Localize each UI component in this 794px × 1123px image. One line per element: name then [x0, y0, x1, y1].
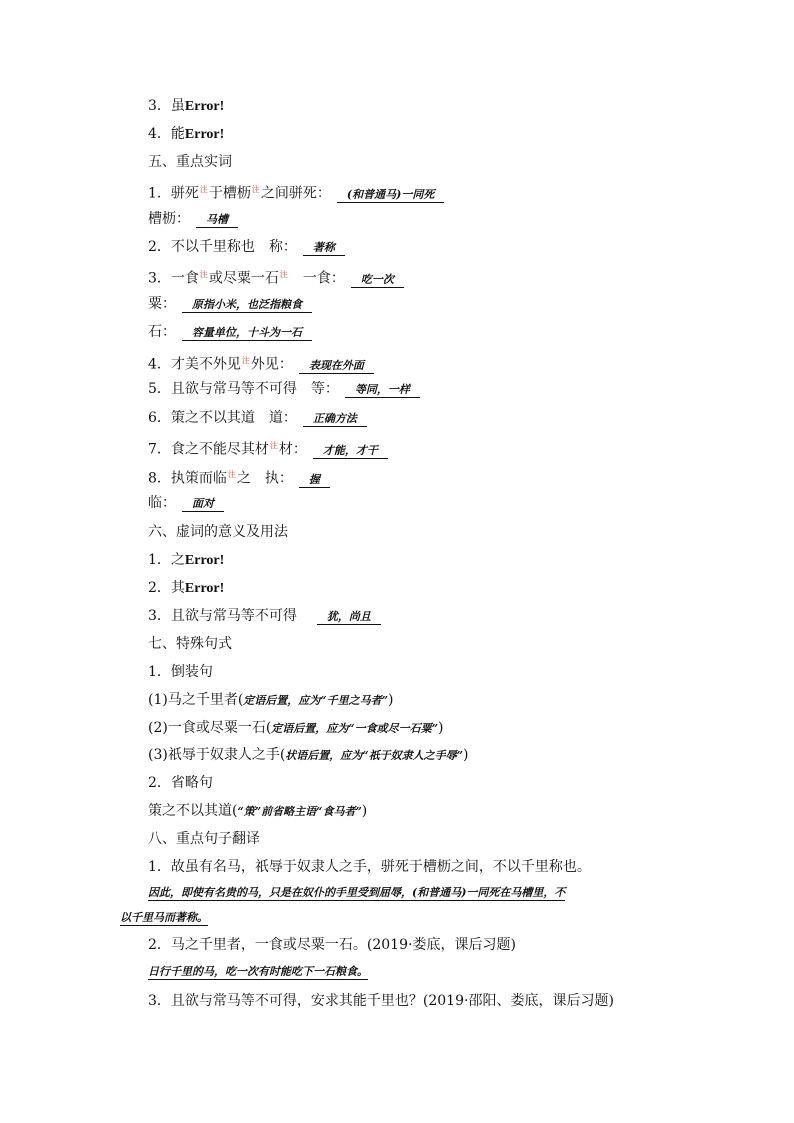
vocab-3b: 粟： 原指小米，也泛指粮食	[148, 295, 312, 313]
sentence-type-2: 2．省略句	[148, 775, 213, 791]
vocab-1: 1．骈死$^注$于槽枥$^注$之间骈死： (和普通马)一同死	[148, 181, 444, 203]
function-word-1: 1．之Error!	[148, 552, 225, 568]
vocab-1b: 槽枥： 马槽	[148, 210, 238, 228]
answer-blank: 等同，一样	[345, 383, 420, 398]
inversion-3: (3)祇辱于奴隶人之手(状语后置，应为“祇于奴隶人之手辱”)	[148, 747, 469, 763]
vocab-6: 6．策之不以其道 道： 正确方法	[148, 409, 367, 427]
ellipsis-1: 策之不以其道(“策”前省略主语“食马者”)	[148, 803, 368, 819]
inversion-1: (1)马之千里者(定语后置，应为“千里之马者”)	[148, 692, 394, 708]
answer-blank: 原指小米，也泛指粮食	[182, 298, 312, 313]
answer-blank: 容量单位，十斗为一石	[182, 326, 312, 341]
sentence-type-1: 1．倒装句	[148, 664, 213, 680]
line-2: 4．能Error!	[148, 126, 225, 142]
section-heading-7: 七、特殊句式	[148, 636, 232, 652]
vocab-3: 3．一食$^注$或尽粟一石$^注$ 一食： 吃一次	[148, 266, 404, 288]
translation-answer-1b: 以千里马而著称。	[120, 911, 208, 924]
answer-blank: 正确方法	[303, 412, 367, 427]
section-heading-8: 八、重点句子翻译	[148, 831, 260, 847]
vocab-5: 5．且欲与常马等不可得 等： 等同，一样	[148, 380, 420, 398]
answer-blank: (和普通马)一同死	[337, 188, 444, 203]
vocab-2: 2．不以千里称也 称： 著称	[148, 238, 345, 256]
vocab-8: 8．执策而临$^注$之 执： 握	[148, 466, 330, 488]
vocab-3c: 石： 容量单位，十斗为一石	[148, 323, 312, 341]
answer-blank: 握	[299, 473, 330, 488]
answer-blank: 才能，才干	[313, 444, 388, 459]
answer-blank: 马槽	[196, 213, 238, 228]
section-heading-6: 六、虚词的意义及用法	[148, 524, 288, 540]
translation-question-3: 3．且欲与常马等不可得，安求其能千里也？(2019·邵阳、娄底，课后习题)	[148, 993, 614, 1009]
translation-question-2: 2．马之千里者，一食或尽粟一石。(2019·娄底，课后习题)	[148, 937, 516, 953]
section-heading-5: 五、重点实词	[148, 154, 232, 170]
vocab-8b: 临： 面对	[148, 494, 224, 512]
function-word-2: 2．其Error!	[148, 580, 225, 596]
translation-question-1: 1．故虽有名马，祇辱于奴隶人之手，骈死于槽枥之间，不以千里称也。	[148, 859, 591, 875]
vocab-7: 7．食之不能尽其材$^注$材： 才能，才干	[148, 437, 388, 459]
answer-blank: 吃一次	[351, 273, 404, 288]
translation-answer-2: 日行千里的马，吃一次有时能吃下一石粮食。	[148, 965, 368, 978]
answer-blank: 著称	[303, 241, 345, 256]
answer-blank: 表现在外面	[299, 359, 374, 374]
answer-blank: 犹，尚且	[317, 610, 381, 625]
vocab-4: 4．才美不外见$^注$外见： 表现在外面	[148, 352, 374, 374]
line-1: 3．虽Error!	[148, 98, 225, 114]
answer-blank: 面对	[182, 497, 224, 512]
translation-answer-1a: 因此，即使有名贵的马，只是在奴仆的手里受到屈辱，(和普通马)一同死在马槽里，不	[148, 886, 566, 899]
inversion-2: (2)一食或尽粟一石(定语后置，应为“一食或尽一石粟”)	[148, 720, 444, 736]
function-word-3: 3．且欲与常马等不可得 犹，尚且	[148, 607, 381, 625]
